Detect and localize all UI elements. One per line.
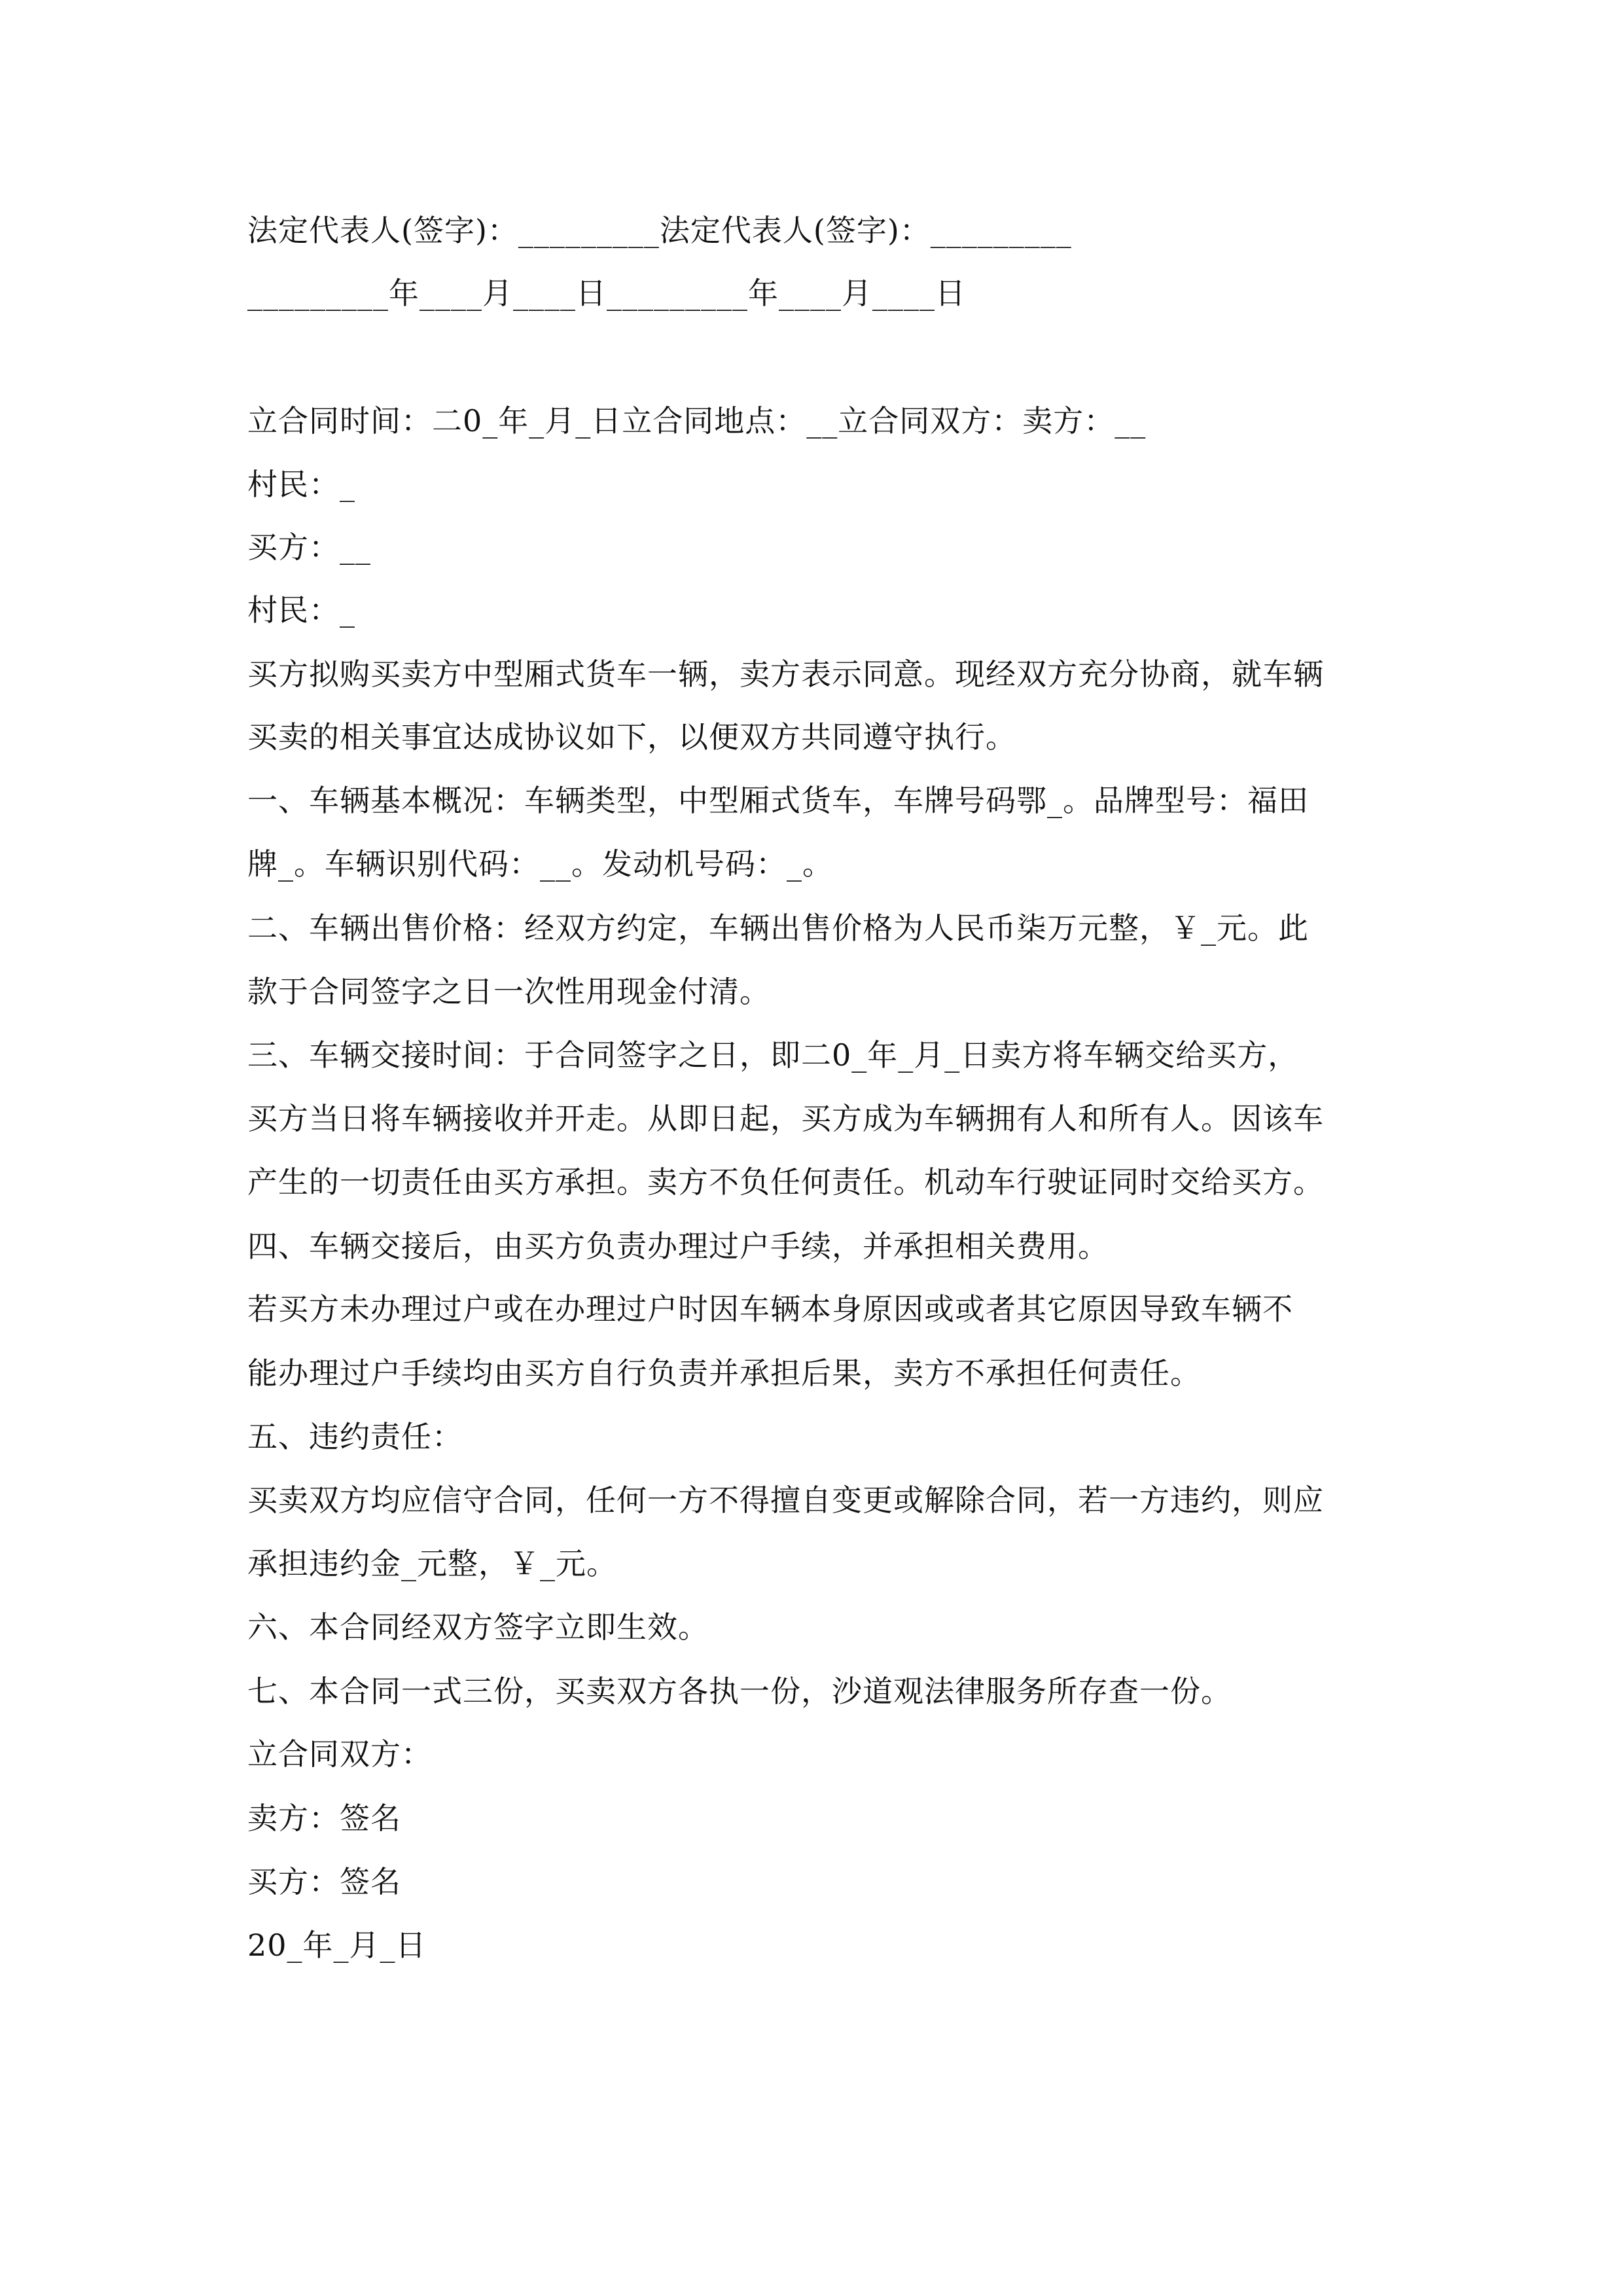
intro-paragraph-line-2: 买卖的相关事宜达成协议如下，以便双方共同遵守执行。 <box>247 719 1016 755</box>
clause-5-heading: 五、违约责任： <box>247 1419 463 1454</box>
seller-villager-line: 村民：_ <box>247 467 355 502</box>
clause-3-line-2: 买方当日将车辆接收并开走。从即日起，买方成为车辆拥有人和所有人。因该车 <box>247 1101 1324 1136</box>
clause-4-line-2: 若买方未办理过户或在办理过户时因车辆本身原因或或者其它原因导致车辆不 <box>247 1291 1293 1327</box>
clause-4-line-3: 能办理过户手续均由买方自行负责并承担后果，卖方不承担任何责任。 <box>247 1355 1201 1391</box>
legal-representative-signature-line: 法定代表人(签字)：_________法定代表人(签字)：_________ <box>247 213 1072 248</box>
clause-5-line-1: 买卖双方均应信守合同，任何一方不得擅自变更或解除合同，若一方违约，则应 <box>247 1482 1324 1518</box>
signature-date-line: _________年____月____日_________年____月____日 <box>247 276 966 311</box>
clause-7-line: 七、本合同一式三份，买卖双方各执一份，沙道观法律服务所存查一份。 <box>247 1674 1232 1709</box>
contract-date-line: 20_年_月_日 <box>247 1928 427 1963</box>
buyer-villager-line: 村民：_ <box>247 592 355 628</box>
clause-2-line-2: 款于合同签字之日一次性用现金付清。 <box>247 974 770 1009</box>
clause-3-line-3: 产生的一切责任由买方承担。卖方不负任何责任。机动车行驶证同时交给买方。 <box>247 1164 1324 1200</box>
contract-time-place-line: 立合同时间：二0_年_月_日立合同地点：__立合同双方：卖方：__ <box>247 403 1147 439</box>
seller-signature-line: 卖方：签名 <box>247 1801 401 1836</box>
intro-paragraph-line-1: 买方拟购买卖方中型厢式货车一辆，卖方表示同意。现经双方充分协商，就车辆 <box>247 656 1324 692</box>
buyer-line: 买方：__ <box>247 529 371 565</box>
parties-heading: 立合同双方： <box>247 1736 432 1772</box>
clause-5-line-2: 承担违约金_元整，￥_元。 <box>247 1546 617 1581</box>
buyer-signature-line: 买方：签名 <box>247 1864 401 1899</box>
clause-2-line-1: 二、车辆出售价格：经双方约定，车辆出售价格为人民币柒万元整，￥_元。此 <box>247 910 1309 946</box>
clause-1-line-2: 牌_。车辆识别代码：__。发动机号码：_。 <box>247 846 833 882</box>
clause-3-line-1: 三、车辆交接时间：于合同签字之日，即二0_年_月_日卖方将车辆交给买方， <box>247 1037 1299 1073</box>
clause-4-line-1: 四、车辆交接后，由买方负责办理过户手续，并承担相关费用。 <box>247 1229 1109 1264</box>
clause-1-line-1: 一、车辆基本概况：车辆类型，中型厢式货车，车牌号码鄂_。品牌型号：福田 <box>247 783 1309 818</box>
clause-6-line: 六、本合同经双方签字立即生效。 <box>247 1609 709 1645</box>
